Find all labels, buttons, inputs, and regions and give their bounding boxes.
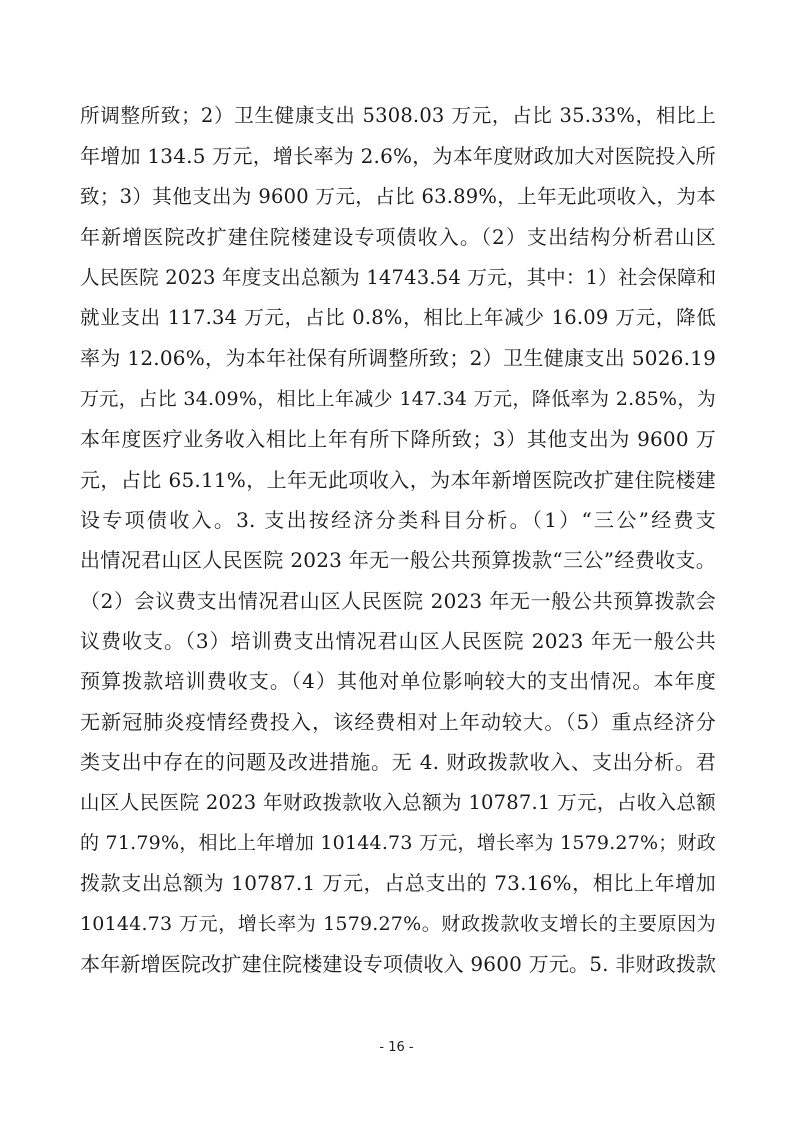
page-number: - 16 -	[379, 1040, 414, 1055]
text-line: 就业支出 117.34 万元，占比 0.8%，相比上年减少 16.09 万元，降低	[80, 305, 716, 329]
text-line: （2）会议费支出情况君山区人民医院 2023 年无一般公共预算拨款会	[80, 588, 716, 613]
text-line: 年增加 134.5 万元，增长率为 2.6%，为本年度财政加大对医院投入所	[80, 144, 716, 169]
text-line: 本年新增医院改扩建住院楼建设专项债收入 9600 万元。5. 非财政拨款	[80, 952, 717, 977]
text-line: 议费收支。（3）培训费支出情况君山区人民医院 2023 年无一般公共	[80, 629, 716, 654]
body-text	[80, 96, 716, 985]
text-line: 万元，占比 34.09%，相比上年减少 147.34 万元，降低率为 2.85%，为	[80, 387, 716, 410]
text-line: 的 71.79%，相比上年增加 10144.73 万元，增长率为 1579.27%；财政	[80, 832, 716, 855]
text-line: 元，占比 65.11%，上年无此项收入，为本年新增医院改扩建住院楼建	[80, 467, 716, 492]
text-line: 拨款支出总额为 10787.1 万元，占总支出的 73.16%，相比上年增加	[80, 871, 716, 896]
text-line: 率为 12.06%，为本年社保有所调整所致；2）卫生健康支出 5026.19	[80, 346, 716, 371]
text-line: 所调整所致；2）卫生健康支出 5308.03 万元，占比 35.33%，相比上	[80, 104, 716, 127]
text-line: 年新增医院改扩建住院楼建设专项债收入。（2）支出结构分析君山区	[80, 225, 716, 250]
text-line: 类支出中存在的问题及改进措施。无 4. 财政拨款收入、支出分析。君	[80, 750, 716, 775]
text-line: 10144.73 万元，增长率为 1579.27%。财政拨款收支增长的主要原因为	[80, 912, 716, 935]
text-line: 设专项债收入。3. 支出按经济分类科目分析。（1）“三公”经费支	[80, 507, 716, 532]
text-line: 预算拨款培训费收支。（4）其他对单位影响较大的支出情况。本年度	[80, 669, 716, 694]
text-line: 本年度医疗业务收入相比上年有所下降所致；3）其他支出为 9600 万	[80, 427, 716, 452]
text-line: 无新冠肺炎疫情经费投入，该经费相对上年动较大。（5）重点经济分	[80, 709, 716, 734]
text-line: 山区人民医院 2023 年财政拨款收入总额为 10787.1 万元，占收入总额	[80, 790, 716, 814]
text-line: 致；3）其他支出为 9600 万元，占比 63.89%，上年无此项收入，为本	[80, 184, 716, 208]
text-line: 出情况君山区人民医院 2023 年无一般公共预算拨款“三公”经费收支。	[80, 548, 716, 573]
text-line: 人民医院 2023 年度支出总额为 14743.54 万元，其中：1）社会保障和	[80, 265, 717, 289]
